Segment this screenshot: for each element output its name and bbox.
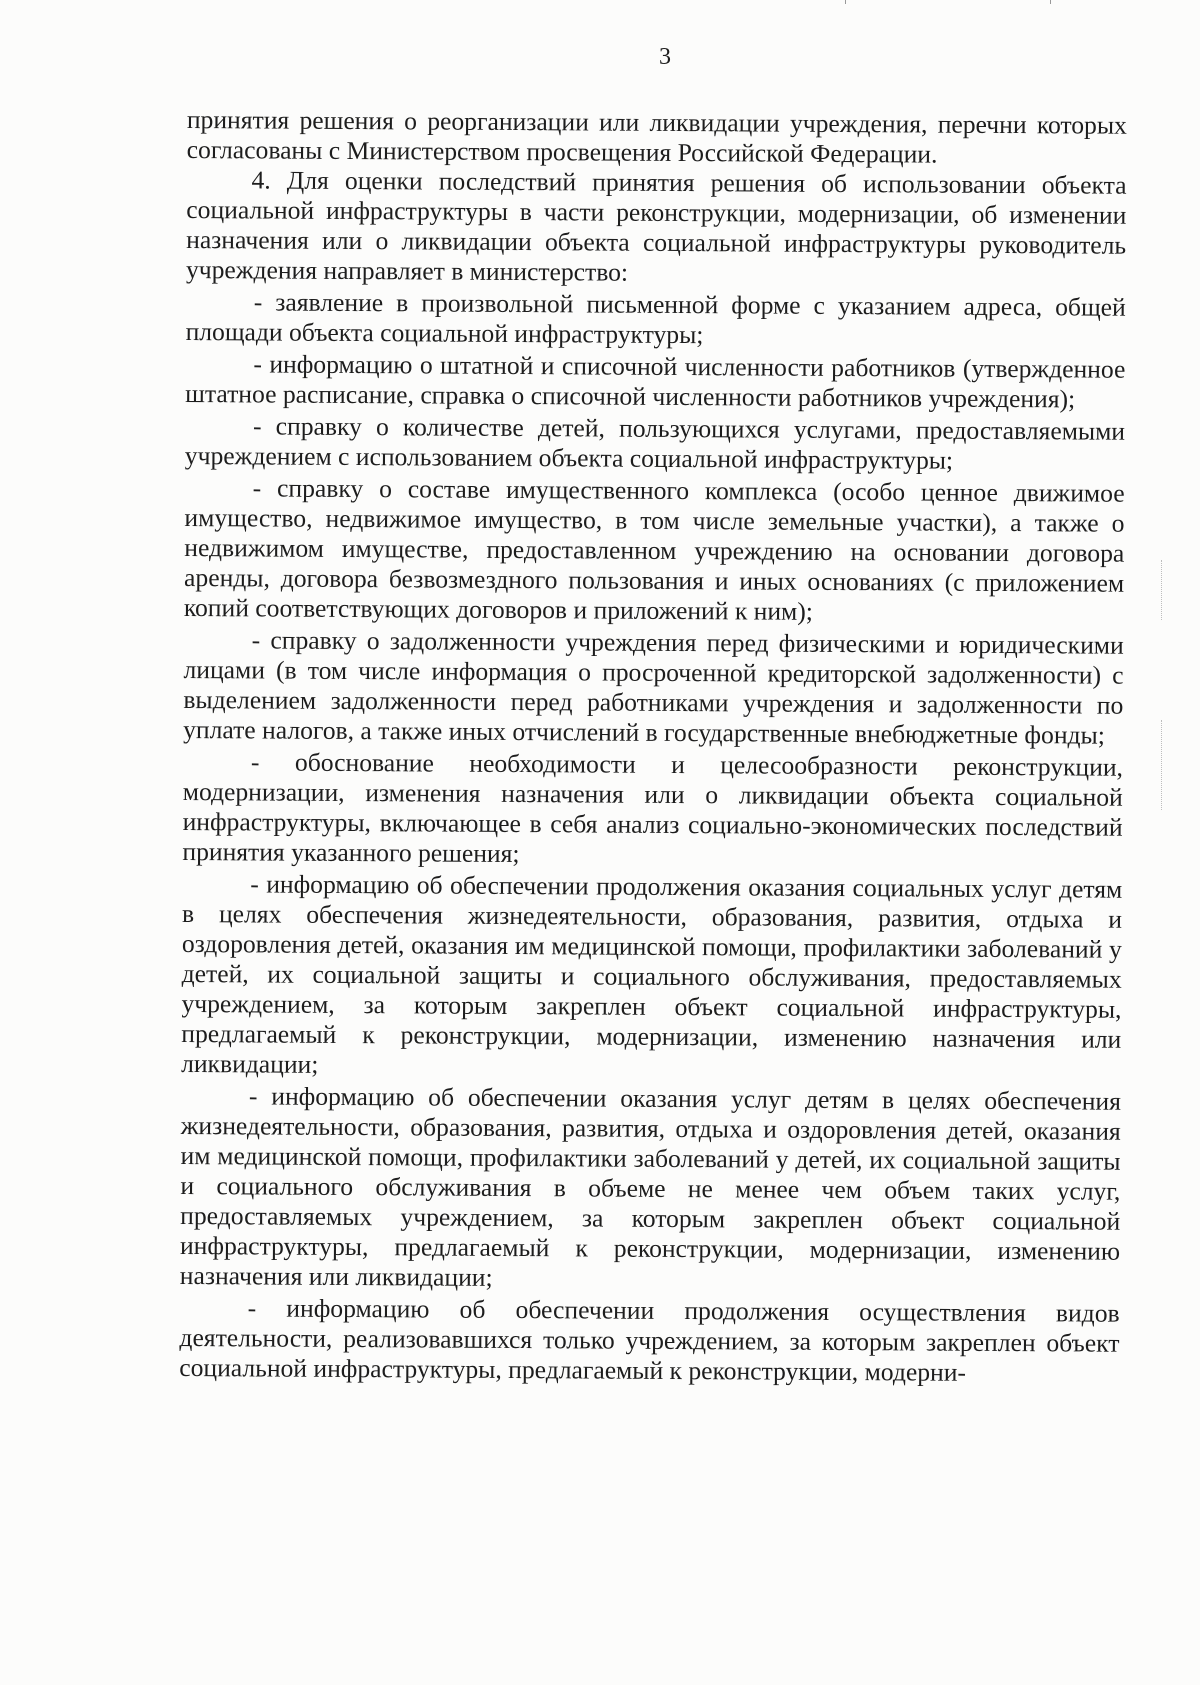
scan-mark <box>1050 0 1051 4</box>
list-item: - справку о задолженности учреждения перед физическими и юридическими лицами (в том числе информация о просроченной кредиторской задолженности) с выделением задолженности перед работниками учреждения и задолженности по уплате налогов, а также иных отчислений в государственные внебюджетные фонды; <box>183 625 1124 750</box>
list-item: - информацию об обеспечении продолжения оказания социальных услуг детям в целях обеспечения жизнедеятельности, образования, развития, отдыха и оздоровления детей, оказания им медицинской помощи, профилактики заболеваний у детей, их социальной защиты и социального обслуживания, предоставляемых учреждением, за которым закреплен объект социальной инфраструктуры, предлагаемый к реконструкции, модернизации, изменению назначения или ликвидации; <box>181 869 1123 1079</box>
paragraph-continuation: принятия решения о реорганизации или ликвидации учреждения, перечни которых согласованы с Министерством просвещения Российской Федерации. <box>186 105 1127 169</box>
page-number: 3 <box>659 44 671 70</box>
paragraph-numbered: 4. Для оценки последствий принятия решения об использовании объекта социальной инфраструктуры в части реконструкции, модернизации, об изменении назначения или о ликвидации объекта социальной инфраструктуры руководитель учреждения направляет в министерство: <box>185 165 1127 287</box>
list-item: - информацию об обеспечении оказания услуг детям в целях обеспечения жизнедеятельности, образования, развития, отдыха и оздоровления детей, оказания им медицинской помощи, профилактики заболеваний у детей, их социальной защиты и социального обслуживания в объеме не менее чем объем таких услуг, предоставляемых учреждением, за которым закреплен объект социальной инфраструктуры, предлагаемый к реконструкции, модернизации, изменению назначения или ликвидации; <box>179 1081 1122 1292</box>
document-body <box>179 105 1127 1389</box>
scan-noise <box>1161 720 1170 810</box>
scan-noise <box>1161 560 1170 620</box>
list-item: - информацию об обеспечении продолжения осуществления видов деятельности, реализовавшихся только учреждением, за которым закреплен объект социальной инфраструктуры, предлагаемый к реконструкции, модерни- <box>179 1293 1120 1387</box>
list-item: - справку о количестве детей, пользующихся услугами, предоставляемыми учреждением с использованием объекта социальной инфраструктуры; <box>184 411 1126 475</box>
list-item: - справку о составе имущественного комплекса (особо ценное движимое имущество, недвижимое имущество, в том числе земельные участки), а также о недвижимом имуществе, предоставленном учреждению на основании договора аренды, договора безвозмездного пользования и иных основаниях (с приложением копий соответствующих договоров и приложений к ним); <box>183 473 1125 626</box>
scan-mark <box>845 0 846 4</box>
list-item: - заявление в произвольной письменной форме с указанием адреса, общей площади объекта социальной инфраструктуры; <box>185 287 1126 350</box>
list-item: - информацию о штатной и списочной численности работников (утвержденное штатное расписание, справка о списочной численности работников учреждения); <box>185 349 1126 414</box>
list-item: - обоснование необходимости и целесообразности реконструкции, модернизации, изменения назначения или о ликвидации объекта социальной инфраструктуры, включающее в себя анализ социально-экономических последствий принятия указанного решения; <box>182 747 1124 869</box>
